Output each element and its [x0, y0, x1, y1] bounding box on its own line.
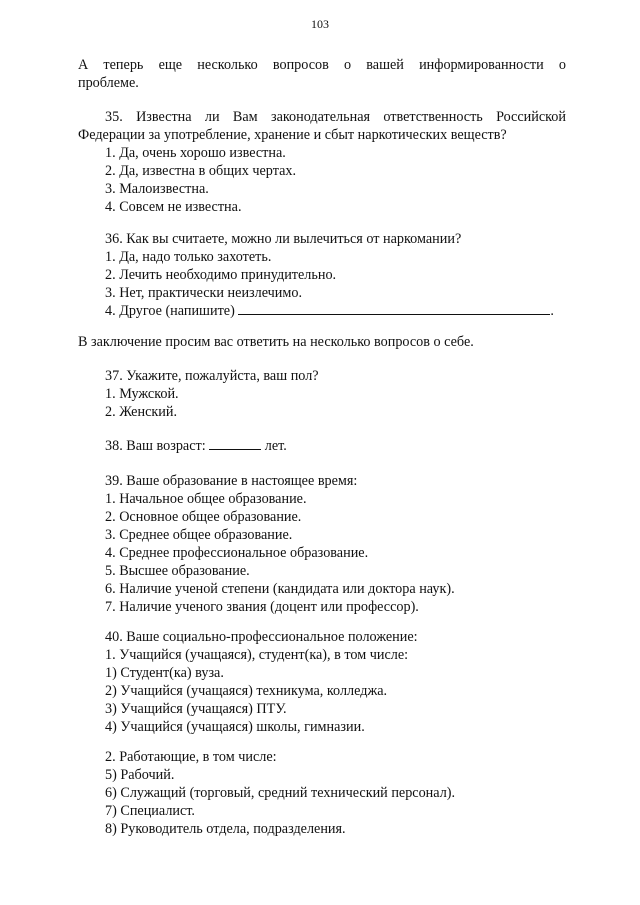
- question-40-group-2-title: 2. Работающие, в том числе:: [105, 749, 277, 765]
- question-36-option: 1. Да, надо только захотеть.: [105, 249, 272, 265]
- question-35-option: 2. Да, известна в общих чертах.: [105, 163, 297, 179]
- question-40-group-2: [78, 748, 566, 838]
- question-39-option: 1. Начальное общее образование.: [105, 491, 307, 507]
- question-40-option: 3) Учащийся (учащаяся) ПТУ.: [105, 701, 287, 717]
- question-40-option: 6) Служащий (торговый, средний технический персонал).: [105, 785, 456, 801]
- question-37-option: 1. Мужской.: [105, 386, 179, 402]
- intro-line-2: проблеме.: [78, 75, 139, 91]
- question-35: [78, 108, 566, 216]
- question-39-text: 39. Ваше образование в настоящее время:: [105, 473, 358, 489]
- page-number: 103: [311, 17, 329, 31]
- question-39-option: 7. Наличие ученого звания (доцент или профессор).: [105, 599, 419, 615]
- conclusion-paragraph: [78, 333, 566, 351]
- question-40-option: 5) Рабочий.: [105, 767, 175, 783]
- question-40-text: 40. Ваше социально-профессиональное положение:: [105, 629, 418, 645]
- question-38: [78, 437, 566, 455]
- question-38-suffix: лет.: [264, 438, 287, 454]
- question-38-label: 38. Ваш возраст:: [105, 438, 206, 454]
- question-36-other-label: 4. Другое (напишите): [105, 303, 235, 319]
- question-40: [78, 628, 566, 736]
- question-39-option: 4. Среднее профессиональное образование.: [105, 545, 369, 561]
- question-36-option: 2. Лечить необходимо принудительно.: [105, 267, 337, 283]
- question-39-option: 2. Основное общее образование.: [105, 509, 302, 525]
- question-40-group-1-title: 1. Учащийся (учащаяся), студент(ка), в том числе:: [105, 647, 409, 663]
- question-35-line-1: 35. Известна ли Вам законодательная ответственность Российской: [105, 109, 566, 125]
- question-39-option: 3. Среднее общее образование.: [105, 527, 293, 543]
- question-40-option: 1) Студент(ка) вуза.: [105, 665, 224, 681]
- question-39-option: 6. Наличие ученой степени (кандидата или доктора наук).: [105, 581, 455, 597]
- question-37-option: 2. Женский.: [105, 404, 177, 420]
- question-35-option: 1. Да, очень хорошо известна.: [105, 145, 286, 161]
- question-36: [78, 230, 566, 320]
- question-36-option-other: [78, 302, 566, 320]
- question-40-option: 4) Учащийся (учащаяся) школы, гимназии.: [105, 719, 365, 735]
- question-36-text: 36. Как вы считаете, можно ли вылечиться от наркомании?: [105, 231, 462, 247]
- question-40-option: 2) Учащийся (учащаяся) техникума, колледжа.: [105, 683, 388, 699]
- question-35-option: 3. Малоизвестна.: [105, 181, 209, 197]
- question-39-option: 5. Высшее образование.: [105, 563, 250, 579]
- question-37: [78, 367, 566, 421]
- question-35-option: 4. Совсем не известна.: [105, 199, 242, 215]
- intro-paragraph: [78, 56, 566, 92]
- question-38-age-blank[interactable]: [209, 437, 261, 450]
- question-38-line: [78, 437, 566, 455]
- question-35-line-2: Федерации за употребление, хранение и сбыт наркотических веществ?: [78, 127, 507, 143]
- question-40-option: 8) Руководитель отдела, подразделения.: [105, 821, 346, 837]
- conclusion-text: В заключение просим вас ответить на несколько вопросов о себе.: [78, 334, 474, 350]
- question-36-other-blank[interactable]: [238, 302, 550, 315]
- intro-line-1: А теперь еще несколько вопросов о вашей информированности о: [78, 57, 566, 73]
- question-40-option: 7) Специалист.: [105, 803, 195, 819]
- question-36-option: 3. Нет, практически неизлечимо.: [105, 285, 303, 301]
- question-37-text: 37. Укажите, пожалуйста, ваш пол?: [105, 368, 319, 384]
- question-36-other-end: .: [550, 303, 554, 319]
- question-39: [78, 472, 566, 616]
